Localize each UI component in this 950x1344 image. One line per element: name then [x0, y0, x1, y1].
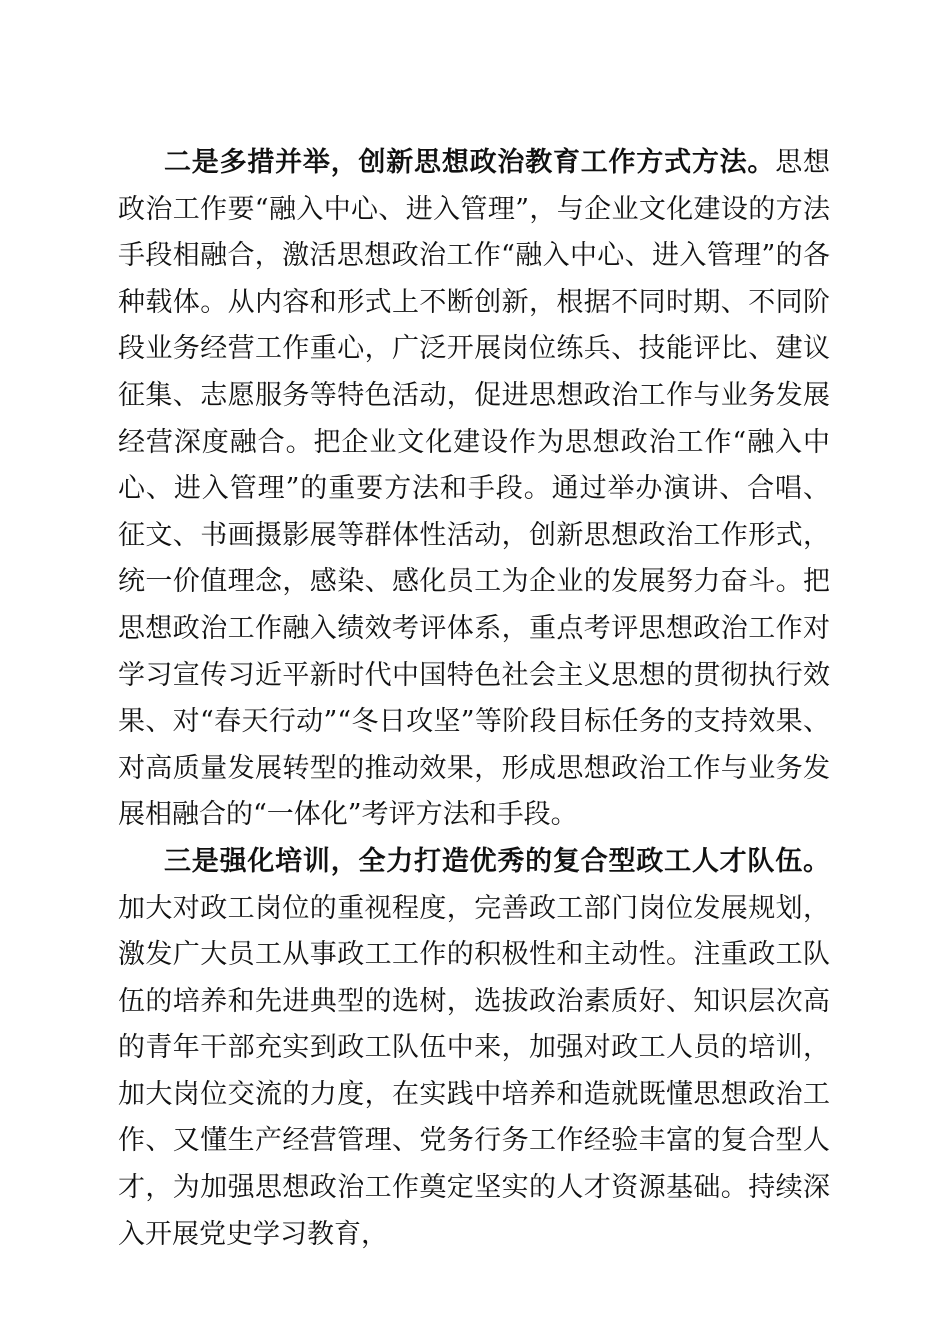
paragraph-lead-heading: 三是强化培训，全力打造优秀的复合型政工人才队伍。: [164, 845, 830, 877]
paragraph-body-text: 加大对政工岗位的重视程度，完善政工部门岗位发展规划，激发广大员工从事政工工作的积极性和主动性。注重政工队伍的培养和先进典型的选树，选拔政治素质好、知识层次高的青年干部充实到政工队伍中来，加强对政工人员的培训，加大岗位交流的力度，在实践中培养和造就既懂思想政治工作、又懂生产经营管理、党务行务工作经验丰富的复合型人才，为加强思想政治工作奠定坚实的人才资源基础。持续深入开展党史学习教育，: [118, 892, 830, 1250]
paragraph-body-text: 思想政治工作要“融入中心、进入管理”，与企业文化建设的方法手段相融合，激活思想政治工作“融入中心、进入管理”的各种载体。从内容和形式上不断创新，根据不同时期、不同阶段业务经营工作重心，广泛开展岗位练兵、技能评比、建议征集、志愿服务等特色活动，促进思想政治工作与业务发展经营深度融合。把企业文化建设作为思想政治工作“融入中心、进入管理”的重要方法和手段。通过举办演讲、合唱、征文、书画摄影展等群体性活动，创新思想政治工作形式，统一价值理念，感染、感化员工为企业的发展努力奋斗。把思想政治工作融入绩效考评体系，重点考评思想政治工作对学习宣传习近平新时代中国特色社会主义思想的贯彻执行效果、对“春天行动”“冬日攻坚”等阶段目标任务的支持效果、对高质量发展转型的推动效果，形成思想政治工作与业务发展相融合的“一体化”考评方法和手段。: [118, 147, 831, 831]
document-body: [118, 140, 830, 1258]
paragraph-training-talent: [118, 839, 830, 1258]
paragraph-innovation-methods: [118, 140, 830, 839]
paragraph-lead-heading: 二是多措并举，创新思想政治教育工作方式方法。: [164, 147, 776, 178]
